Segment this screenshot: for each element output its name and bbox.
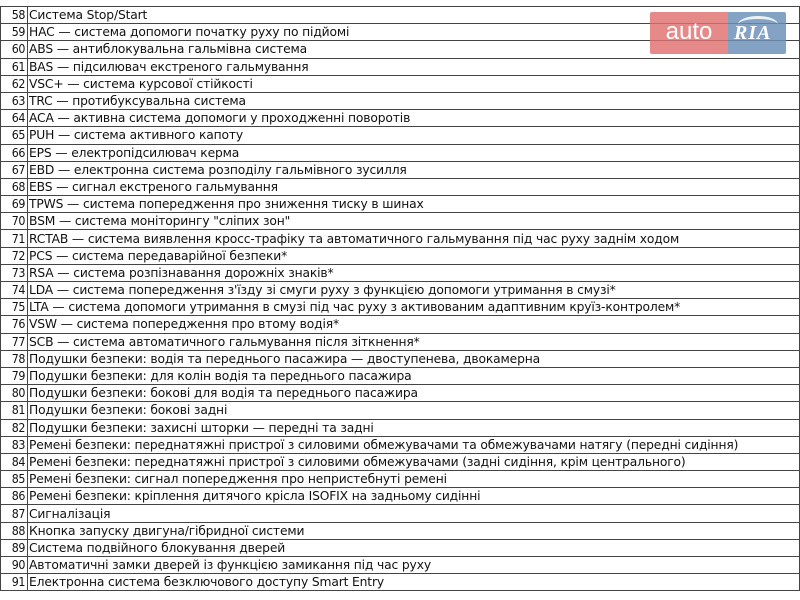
row-number: 68 — [1, 178, 28, 195]
feature-description: RSA — система розпізнавання дорожніх знаків* — [28, 264, 800, 281]
row-number: 77 — [1, 333, 28, 350]
watermark-ria-badge — [728, 12, 786, 54]
row-number: 76 — [1, 316, 28, 333]
row-number: 81 — [1, 402, 28, 419]
table-row — [1, 282, 800, 299]
row-number: 82 — [1, 419, 28, 436]
row-number: 63 — [1, 92, 28, 109]
table-row — [1, 385, 800, 402]
table-row — [1, 419, 800, 436]
row-number: 84 — [1, 453, 28, 470]
table-row — [1, 161, 800, 178]
feature-description: EBS — сигнал екстреного гальмування — [28, 178, 800, 195]
feature-description: Система подвійного блокування дверей — [28, 539, 800, 556]
row-number: 85 — [1, 471, 28, 488]
row-number: 87 — [1, 505, 28, 522]
row-number: 71 — [1, 230, 28, 247]
table-row — [1, 402, 800, 419]
table-row — [1, 539, 800, 556]
row-number: 61 — [1, 58, 28, 75]
auto-ria-watermark — [650, 12, 788, 54]
table-row — [1, 144, 800, 161]
feature-description: TPWS — система попередження про зниження тиску в шинах — [28, 196, 800, 213]
row-number: 65 — [1, 127, 28, 144]
table-row — [1, 75, 800, 92]
feature-description: Ремені безпеки: кріплення дитячого крісла ISOFIX на задньому сидінні — [28, 488, 800, 505]
feature-description: Подушки безпеки: бокові задні — [28, 402, 800, 419]
feature-description: Система Stop/Start — [28, 7, 800, 24]
table-row — [1, 230, 800, 247]
row-number: 88 — [1, 522, 28, 539]
table-row — [1, 316, 800, 333]
feature-description: VSW — система попередження про втому водія* — [28, 316, 800, 333]
watermark-ria-text: RIA — [734, 22, 772, 44]
row-number: 73 — [1, 264, 28, 281]
table-row — [1, 299, 800, 316]
row-number: 62 — [1, 75, 28, 92]
row-number: 80 — [1, 385, 28, 402]
table-row — [1, 110, 800, 127]
table-row — [1, 453, 800, 470]
row-number: 91 — [1, 574, 28, 591]
row-number: 90 — [1, 557, 28, 574]
feature-description: Подушки безпеки: для колін водія та переднього пасажира — [28, 367, 800, 384]
table-row — [1, 247, 800, 264]
table-row — [1, 488, 800, 505]
table-row — [1, 58, 800, 75]
table-row — [1, 333, 800, 350]
feature-description: EPS — електропідсилювач керма — [28, 144, 800, 161]
feature-description: ACA — активна система допомоги у проходженні поворотів — [28, 110, 800, 127]
table-row — [1, 196, 800, 213]
feature-description: PUH — система активного капоту — [28, 127, 800, 144]
features-table-body — [1, 7, 800, 591]
feature-description: BAS — підсилювач екстреного гальмування — [28, 58, 800, 75]
table-row — [1, 505, 800, 522]
feature-description: SCB — система автоматичного гальмування після зіткнення* — [28, 333, 800, 350]
row-number: 78 — [1, 350, 28, 367]
feature-description: Ремені безпеки: переднатяжні пристрої з силовими обмежувачами та обмежувачами натягу (передні сидіння) — [28, 436, 800, 453]
row-number: 64 — [1, 110, 28, 127]
row-number: 59 — [1, 24, 28, 41]
feature-description: Ремені безпеки: переднатяжні пристрої з силовими обмежувачами (задні сидіння, крім центрального) — [28, 453, 800, 470]
row-number: 89 — [1, 539, 28, 556]
row-number: 83 — [1, 436, 28, 453]
row-number: 60 — [1, 41, 28, 58]
table-row — [1, 213, 800, 230]
table-row — [1, 557, 800, 574]
row-number: 66 — [1, 144, 28, 161]
table-row — [1, 127, 800, 144]
feature-description: LDA — система попередження з'їзду зі смуги руху з функцією допомоги утримання в смузі* — [28, 282, 800, 299]
table-row — [1, 92, 800, 109]
feature-description: LTA — система допомоги утримання в смузі під час руху з активованим адаптивним круїз-контролем* — [28, 299, 800, 316]
feature-description: TRC — протибуксувальна система — [28, 92, 800, 109]
table-row — [1, 367, 800, 384]
table-row — [1, 178, 800, 195]
feature-description: HAC — система допомоги початку руху по підйомі — [28, 24, 800, 41]
row-number: 75 — [1, 299, 28, 316]
table-row — [1, 574, 800, 591]
feature-description: ABS — антиблокувальна гальмівна система — [28, 41, 800, 58]
feature-description: Кнопка запуску двигуна/гібридної системи — [28, 522, 800, 539]
feature-description: BSM — система моніторингу "сліпих зон" — [28, 213, 800, 230]
row-number: 86 — [1, 488, 28, 505]
row-number: 70 — [1, 213, 28, 230]
row-number: 67 — [1, 161, 28, 178]
table-row — [1, 522, 800, 539]
feature-description: Подушки безпеки: водія та переднього пасажира — двоступенева, двокамерна — [28, 350, 800, 367]
row-number: 74 — [1, 282, 28, 299]
table-row — [1, 350, 800, 367]
table-row — [1, 436, 800, 453]
feature-description: RCTAB — система виявлення кросс-трафіку та автоматичного гальмування під час руху заднім ходом — [28, 230, 800, 247]
row-number: 72 — [1, 247, 28, 264]
table-row — [1, 471, 800, 488]
row-number: 79 — [1, 367, 28, 384]
feature-description: Подушки безпеки: бокові для водія та переднього пасажира — [28, 385, 800, 402]
feature-description: Подушки безпеки: захисні шторки — передні та задні — [28, 419, 800, 436]
feature-description: EBD — електронна система розподілу гальмівного зусилля — [28, 161, 800, 178]
feature-description: Автоматичні замки дверей із функцією замикання під час руху — [28, 557, 800, 574]
feature-description: VSC+ — система курсової стійкості — [28, 75, 800, 92]
feature-description: Ремені безпеки: сигнал попередження про непристебнуті ремені — [28, 471, 800, 488]
row-number: 58 — [1, 7, 28, 24]
row-number: 69 — [1, 196, 28, 213]
feature-description: Сигналізація — [28, 505, 800, 522]
feature-description: PCS — система передаварійної безпеки* — [28, 247, 800, 264]
feature-description: Електронна система безключового доступу Smart Entry — [28, 574, 800, 591]
features-table — [0, 6, 800, 591]
watermark-auto-text: auto — [650, 12, 728, 54]
table-row — [1, 264, 800, 281]
